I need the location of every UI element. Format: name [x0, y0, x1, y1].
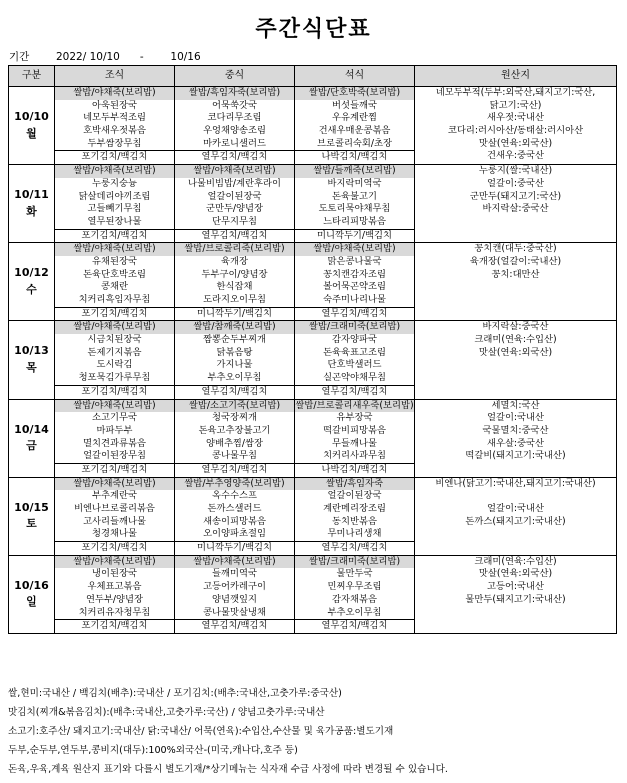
menu-item: 얼갈이된장무침 [83, 450, 146, 462]
origin-item: 누룽지(쌀:국내산) [478, 165, 553, 177]
menu-item: 쌀밥/야채죽(보리밥) [55, 243, 174, 256]
menu-item: 미니깍두기/백김치 [295, 229, 414, 243]
menu-item: 닭볶음탕 [216, 346, 253, 358]
menu-item: 부추오이무침 [207, 372, 262, 384]
weekly-menu-table [8, 65, 617, 634]
menu-item: 바지락미역국 [327, 177, 382, 189]
period-end: 10/16 [170, 51, 201, 63]
origin-item: 군만두(돼지고기:국산) [469, 190, 562, 202]
menu-item: 포기김치/백김치 [55, 385, 174, 399]
menu-item: 소고기무국 [92, 412, 137, 424]
menu-item: 우유계란찜 [332, 112, 377, 124]
menu-item: 한식잡채 [216, 281, 253, 293]
menu-item: 열무된장나물 [87, 215, 142, 227]
day-weekday: 목 [26, 360, 37, 374]
day-cell [9, 399, 55, 477]
menu-item: 볼어묵곤약조림 [323, 281, 386, 293]
menu-item: 열무김치/백김치 [175, 463, 294, 477]
dinner-cell [295, 87, 415, 165]
dinner-cell [295, 555, 415, 633]
origin-item: 새우살:중국산 [486, 437, 545, 449]
menu-item: 열무김치/백김치 [295, 307, 414, 321]
menu-item: 포기김치/백김치 [55, 307, 174, 321]
lunch-cell [175, 399, 295, 477]
table-row [9, 399, 617, 477]
menu-item: 포기김치/백김치 [55, 229, 174, 243]
menu-item: 숙주미나리나물 [323, 294, 386, 305]
origin-item: 국물멸치:중국산 [482, 424, 549, 436]
menu-item: 쌀밥/야채죽(보리밥) [295, 243, 414, 256]
origin-item: 비엔나(닭고기:국내산,돼지고기:국내산) [435, 477, 596, 489]
menu-item: 콩나물무침 [212, 450, 257, 462]
origin-item: 맛살(연육:외국산) [478, 346, 553, 358]
menu-item: 고등어카레구이 [203, 581, 266, 593]
menu-item: 짬뽕순두부찌개 [203, 334, 266, 346]
origin-item: 떡갈비(돼지고기:국내산) [465, 450, 566, 462]
menu-item: 두부구이/양념장 [201, 268, 268, 280]
menu-item: 쌀밥/단호박죽(보리밥) [295, 87, 414, 100]
menu-item: 비엔나브로콜리볶음 [74, 503, 155, 514]
origin-cell [415, 87, 617, 165]
menu-item: 부추오이무침 [327, 606, 382, 618]
header-breakfast: 조식 [55, 66, 175, 87]
table-header-row [9, 66, 617, 87]
origin-item: 바지락살:중국산 [482, 203, 549, 215]
origin-cell [415, 243, 617, 321]
origin-item: 꽁치:대만산 [491, 268, 540, 280]
menu-item: 마카로니샐러드 [203, 137, 266, 149]
menu-item: 아욱된장국 [92, 99, 137, 111]
origin-cell [415, 399, 617, 477]
origin-item [415, 372, 616, 385]
menu-item: 돈육육표고조림 [323, 346, 386, 358]
origin-item [415, 359, 616, 372]
breakfast-cell [55, 165, 175, 243]
day-cell [9, 243, 55, 321]
menu-item: 고사리들깨나물 [83, 515, 146, 527]
day-weekday: 금 [26, 439, 37, 453]
menu-item: 돈육고추장불고기 [198, 424, 271, 436]
menu-item: 쌀밥/크래미죽(보리밥) [295, 556, 414, 569]
origin-item: 크래미(연육:수입산) [474, 555, 557, 567]
note-line: 쌀,현미:국내산 / 백김치(배추):국내산 / 포기김치:(배추:국내산,고춧가루:중국산) [8, 688, 342, 699]
origin-cell [415, 477, 617, 555]
menu-item: 나물비빔밥/계란후라이 [188, 177, 281, 189]
menu-item: 감자채볶음 [332, 593, 377, 605]
menu-item: 쌀밥/흑임자죽(보리밥) [175, 87, 294, 100]
menu-item: 콩나물맛살냉채 [203, 606, 266, 618]
menu-item: 나박김치/백김치 [295, 150, 414, 164]
menu-item: 쌀밥/야채죽(보리밥) [55, 478, 174, 491]
menu-item: 가지나물 [216, 359, 253, 371]
day-cell [9, 477, 55, 555]
menu-item: 우체표고볶음 [87, 581, 142, 593]
menu-item: 쌀밥/소고기죽(보리밥) [175, 400, 294, 413]
table-row [9, 87, 617, 165]
origin-item [415, 463, 616, 476]
menu-item: 포기김치/백김치 [55, 463, 174, 477]
origin-item: 새우젓:국내산 [486, 112, 545, 124]
menu-item: 단호박샐러드 [327, 359, 382, 371]
dinner-cell [295, 477, 415, 555]
menu-item: 건새우매운콩볶음 [318, 125, 391, 137]
menu-item: 무미나리생채 [327, 528, 382, 540]
menu-item: 맑은콩나물국 [327, 255, 382, 267]
menu-item: 군만두/양념장 [205, 203, 264, 215]
lunch-cell [175, 165, 295, 243]
menu-item: 쌀밥/야채죽(보리밥) [55, 321, 174, 334]
header-day: 구분 [9, 66, 55, 87]
menu-item: 누룽지숭늉 [92, 177, 137, 189]
day-weekday: 토 [26, 517, 37, 531]
menu-item: 유채된장국 [92, 255, 137, 267]
menu-item: 민찌우무조림 [327, 581, 382, 593]
day-date: 10/14 [14, 422, 49, 436]
dinner-cell [295, 399, 415, 477]
menu-item: 미니깍두기/백김치 [175, 541, 294, 555]
menu-item: 열무김치/백김치 [175, 229, 294, 243]
menu-item: 브로콜리숙회/초장 [317, 137, 392, 149]
origin-cell [415, 555, 617, 633]
day-date: 10/13 [14, 344, 49, 358]
menu-item: 청국장찌개 [212, 412, 257, 424]
menu-item: 도라지오이무침 [203, 294, 266, 305]
menu-item: 실곤약야채무침 [323, 372, 386, 384]
day-weekday: 일 [26, 595, 37, 609]
menu-item: 돈육불고기 [332, 190, 377, 202]
period-start: 2022/ 10/10 [56, 51, 120, 63]
origin-item: 네모두부적(두부:외국산,돼지고기:국산, [435, 87, 596, 98]
breakfast-cell [55, 87, 175, 165]
menu-item: 열무김치/백김치 [175, 619, 294, 633]
lunch-cell [175, 243, 295, 321]
note-line: 소고기:호주산/ 돼지고기:국내산/ 닭:국내산/ 어묵(연육):수입산,수산물 및 육가공품:별도기재 [8, 726, 394, 737]
origin-item [415, 619, 616, 632]
table-row [9, 477, 617, 555]
day-cell [9, 87, 55, 165]
note-line: 두부,순두부,연두부,콩비지(대두):100%외국산-(미국,캐나다,호주 등) [8, 745, 298, 756]
menu-item: 닭살데리야끼조림 [78, 190, 151, 202]
header-lunch: 중식 [175, 66, 295, 87]
day-weekday: 월 [26, 126, 37, 140]
origin-item [415, 607, 616, 620]
menu-item: 새송이피망볶음 [203, 515, 266, 527]
menu-item: 시금치된장국 [87, 334, 142, 346]
header-dinner: 석식 [295, 66, 415, 87]
menu-item: 떡갈비피망볶음 [323, 424, 386, 436]
origin-item [415, 385, 616, 398]
lunch-cell [175, 87, 295, 165]
origin-item [415, 281, 616, 294]
breakfast-cell [55, 243, 175, 321]
day-date: 10/15 [14, 500, 49, 514]
origin-item: 돈까스(돼지고기:국내산) [465, 515, 566, 527]
menu-item: 도토리묵야채무침 [318, 203, 391, 215]
table-row [9, 555, 617, 633]
menu-item: 호박새우젓볶음 [83, 125, 146, 137]
period-line [9, 49, 201, 64]
menu-item: 쌀밥/브로콜리새우죽(보리밥) [295, 399, 414, 411]
origin-item [415, 307, 616, 320]
table-row [9, 243, 617, 321]
menu-item: 쌀밥/야채죽(보리밥) [175, 556, 294, 569]
menu-item: 열무김치/백김치 [295, 385, 414, 399]
origin-item: 닭고기:국산) [489, 99, 542, 111]
menu-item: 치커리흑임자무침 [78, 294, 151, 305]
origin-item: 육개장(얼갈이:국내산) [469, 255, 562, 267]
menu-item: 고들빼기무침 [87, 203, 142, 215]
menu-item: 돈까스샐러드 [207, 503, 262, 514]
origin-item: 물만두(돼지고기:국내산) [465, 593, 566, 605]
menu-item: 쌀밥/야채죽(보리밥) [55, 400, 174, 413]
menu-item: 연두부/양념장 [85, 593, 144, 605]
menu-item: 열무김치/백김치 [175, 150, 294, 164]
lunch-cell [175, 477, 295, 555]
origin-item [415, 294, 616, 307]
day-date: 10/10 [14, 110, 49, 124]
page-title: 주간식단표 [255, 17, 372, 42]
day-cell [9, 555, 55, 633]
origin-cell [415, 165, 617, 243]
menu-item: 쌀밥/들깨죽(보리밥) [295, 165, 414, 178]
menu-item: 코다리무조림 [207, 112, 262, 124]
menu-item: 느타리피망볶음 [323, 215, 386, 227]
origin-item: 얼갈이:국내산 [486, 503, 545, 514]
menu-item: 멸치견과류볶음 [83, 437, 146, 449]
menu-item: 감자양파국 [332, 334, 377, 346]
notes-section [8, 684, 620, 779]
lunch-cell [175, 555, 295, 633]
lunch-cell [175, 321, 295, 399]
origin-item: 건새우:중국산 [486, 150, 545, 162]
period-label: 기간 [9, 51, 30, 63]
day-date: 10/16 [14, 578, 49, 592]
period-separator: - [139, 51, 144, 63]
menu-item: 우엉채양송조림 [203, 125, 266, 137]
menu-item: 도시락김 [96, 359, 133, 371]
menu-item: 쌀밥/참깨죽(보리밥) [175, 321, 294, 334]
menu-item: 양념깻잎지 [212, 593, 257, 605]
table-row [9, 321, 617, 399]
menu-item: 옥수수스프 [212, 490, 257, 502]
menu-item: 계란메리장조림 [323, 503, 386, 514]
menu-item: 콩채란 [101, 281, 128, 293]
menu-item: 네모두부적조림 [83, 112, 146, 124]
day-cell [9, 321, 55, 399]
menu-item: 포기김치/백김치 [55, 541, 174, 555]
menu-item: 돈제기지볶음 [87, 346, 142, 358]
menu-item: 부추계란국 [92, 490, 137, 502]
menu-item: 꽁치캔감자조림 [323, 268, 386, 280]
dinner-cell [295, 165, 415, 243]
menu-item: 무들깨나물 [332, 437, 377, 449]
menu-item: 두부쌈장무침 [87, 137, 142, 149]
note-line: 맛김치(찌개&볶음김치):(배추:국내산,고춧가루:국산) / 양념고춧가루:국내산 [8, 707, 325, 718]
origin-item: 얼갈이:중국산 [486, 177, 545, 189]
menu-item: 어묵쑥갓국 [212, 99, 257, 111]
menu-body [9, 87, 617, 634]
menu-item: 단무지무침 [212, 215, 257, 227]
origin-item [415, 490, 616, 503]
origin-item: 맛살(연육:외국산) [478, 568, 553, 580]
menu-item: 쌀밥/야채죽(보리밥) [55, 165, 174, 178]
menu-item: 얼갈이된장국 [207, 190, 262, 202]
origin-item: 바지락살:중국산 [482, 321, 549, 333]
menu-item: 쌀밥/크래미죽(보리밥) [295, 321, 414, 334]
menu-item: 쌀밥/부추영양죽(보리밥) [175, 478, 294, 491]
menu-item: 열무김치/백김치 [295, 541, 414, 555]
origin-item: 얼갈이:국내산 [486, 412, 545, 424]
breakfast-cell [55, 399, 175, 477]
menu-item: 치커리유자청무침 [78, 606, 151, 618]
menu-item: 미니깍두기/백김치 [175, 307, 294, 321]
origin-item [415, 216, 616, 229]
origin-item: 코다리:러시아산/동태살:러시아산 [447, 125, 584, 137]
origin-item: 크래미(연육:수입산) [474, 334, 557, 346]
day-date: 10/11 [14, 188, 49, 202]
note-line: 돈육,우육,계육 원산지 표기와 다를시 별도기재/*상기메뉴는 식자재 수급 사정에 따라 변경될 수 있습니다. [8, 764, 448, 775]
breakfast-cell [55, 555, 175, 633]
menu-item: 버섯들깨국 [332, 99, 377, 111]
menu-item: 들깨미역국 [212, 568, 257, 580]
origin-item: 고등어:국내산 [486, 581, 545, 593]
origin-item [415, 541, 616, 554]
breakfast-cell [55, 321, 175, 399]
table-row [9, 165, 617, 243]
day-weekday: 화 [26, 204, 37, 218]
menu-item: 양배추찜/쌈장 [205, 437, 264, 449]
menu-item: 열무김치/백김치 [295, 619, 414, 633]
menu-item: 유부장국 [336, 412, 373, 424]
day-date: 10/12 [14, 266, 49, 280]
menu-item: 얼갈이된장국 [327, 490, 382, 502]
menu-item: 물만두국 [336, 568, 373, 580]
menu-item: 청경채나물 [92, 528, 137, 540]
origin-item [415, 528, 616, 541]
menu-item: 치커리사과무침 [323, 450, 386, 462]
origin-item: 맛살(연육:외국산) [478, 137, 553, 149]
dinner-cell [295, 321, 415, 399]
menu-item: 쌀밥/흑임자죽 [295, 478, 414, 491]
breakfast-cell [55, 477, 175, 555]
origin-cell [415, 321, 617, 399]
menu-item: 쌀밥/야채죽(보리밥) [55, 556, 174, 569]
origin-item [415, 229, 616, 242]
menu-item: 청포묵김가루무침 [78, 372, 151, 384]
day-cell [9, 165, 55, 243]
header-origin: 원산지 [415, 66, 617, 87]
day-weekday: 수 [26, 282, 37, 296]
menu-item: 열무김치/백김치 [175, 385, 294, 399]
menu-item: 쌀밥/야채죽(보리밥) [55, 87, 174, 100]
menu-item: 마파두부 [96, 424, 133, 436]
menu-item: 포기김치/백김치 [55, 619, 174, 633]
origin-item: 세멸치:국산 [491, 399, 540, 411]
menu-item: 돈육단호박조림 [83, 268, 146, 280]
menu-item: 포기김치/백김치 [55, 150, 174, 164]
menu-item: 쌀밥/야채죽(보리밥) [175, 165, 294, 178]
menu-item: 오이양파초절임 [203, 528, 266, 540]
dinner-cell [295, 243, 415, 321]
origin-item: 꽁치캔(대두:중국산) [474, 243, 557, 255]
menu-item: 나박김치/백김치 [295, 463, 414, 477]
menu-item: 쌀밥/브로콜리죽(보리밥) [175, 243, 294, 256]
menu-item: 육개장 [221, 255, 248, 267]
menu-item: 냉이된장국 [92, 568, 137, 580]
menu-item: 동치반볶음 [332, 515, 377, 527]
